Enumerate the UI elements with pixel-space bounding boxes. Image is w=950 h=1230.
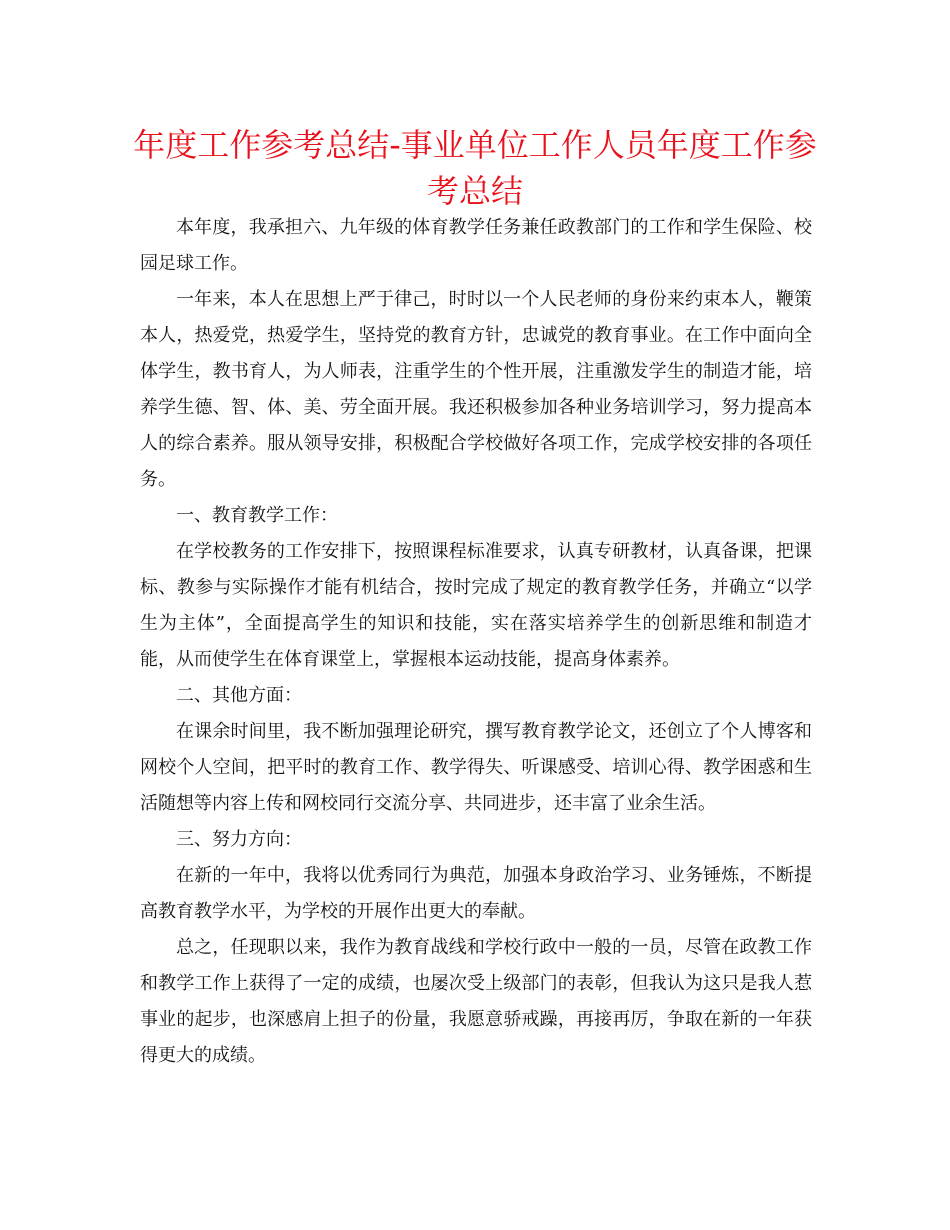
paragraph: 在课余时间里，我不断加强理论研究，撰写教育教学论文，还创立了个人博客和网校个人空间，把平时的教育工作、教学得失、听课感受、培训心得、教学困惑和生活随想等内容上传和网校同行交流分享、共同进步，还丰富了业余生活。	[140, 721, 812, 814]
document-body	[140, 210, 812, 1074]
paragraph: 总之，任现职以来，我作为教育战线和学校行政中一般的一员，尽管在政教工作和教学工作上获得了一定的成绩，也屡次受上级部门的表彰，但我认为这只是我人惹事业的起步，也深感肩上担子的份量，我愿意骄戒躁，再接再厉，争取在新的一年获得更大的成绩。	[140, 937, 812, 1066]
paragraph: 一年来，本人在思想上严于律己，时时以一个人民老师的身份来约束本人，鞭策本人，热爱党，热爱学生，坚持党的教育方针，忠诚党的教育事业。在工作中面向全体学生，教书育人，为人师表，注重学生的个性开展，注重激发学生的制造才能，培养学生德、智、体、美、劳全面开展。我还积极参加各种业务培训学习，努力提高本人的综合素养。服从领导安排，积极配合学校做好各项工作，完成学校安排的各项任务。	[140, 289, 812, 490]
section-heading: 三、努力方向：	[176, 829, 302, 850]
paragraph: 在新的一年中，我将以优秀同行为典范，加强本身政治学习、业务锤炼，不断提高教育教学水平，为学校的开展作出更大的奉献。	[140, 865, 812, 922]
section-heading: 二、其他方面：	[176, 685, 302, 706]
paragraph: 本年度，我承担六、九年级的体育教学任务兼任政教部门的工作和学生保险、校园足球工作。	[140, 217, 812, 274]
section-heading: 一、教育教学工作：	[176, 505, 338, 526]
document-title: 年度工作参考总结-事业单位工作人员年度工作参考总结	[133, 126, 817, 210]
paragraph: 在学校教务的工作安排下，按照课程标准要求，认真专研教材，认真备课，把课标、教参与实际操作才能有机结合，按时完成了规定的教育教学任务，并确立“以学生为主体”，全面提高学生的知识和技能，实在落实培养学生的创新思维和制造才能，从而使学生在体育课堂上，掌握根本运动技能，提高身体素养。	[140, 541, 812, 670]
